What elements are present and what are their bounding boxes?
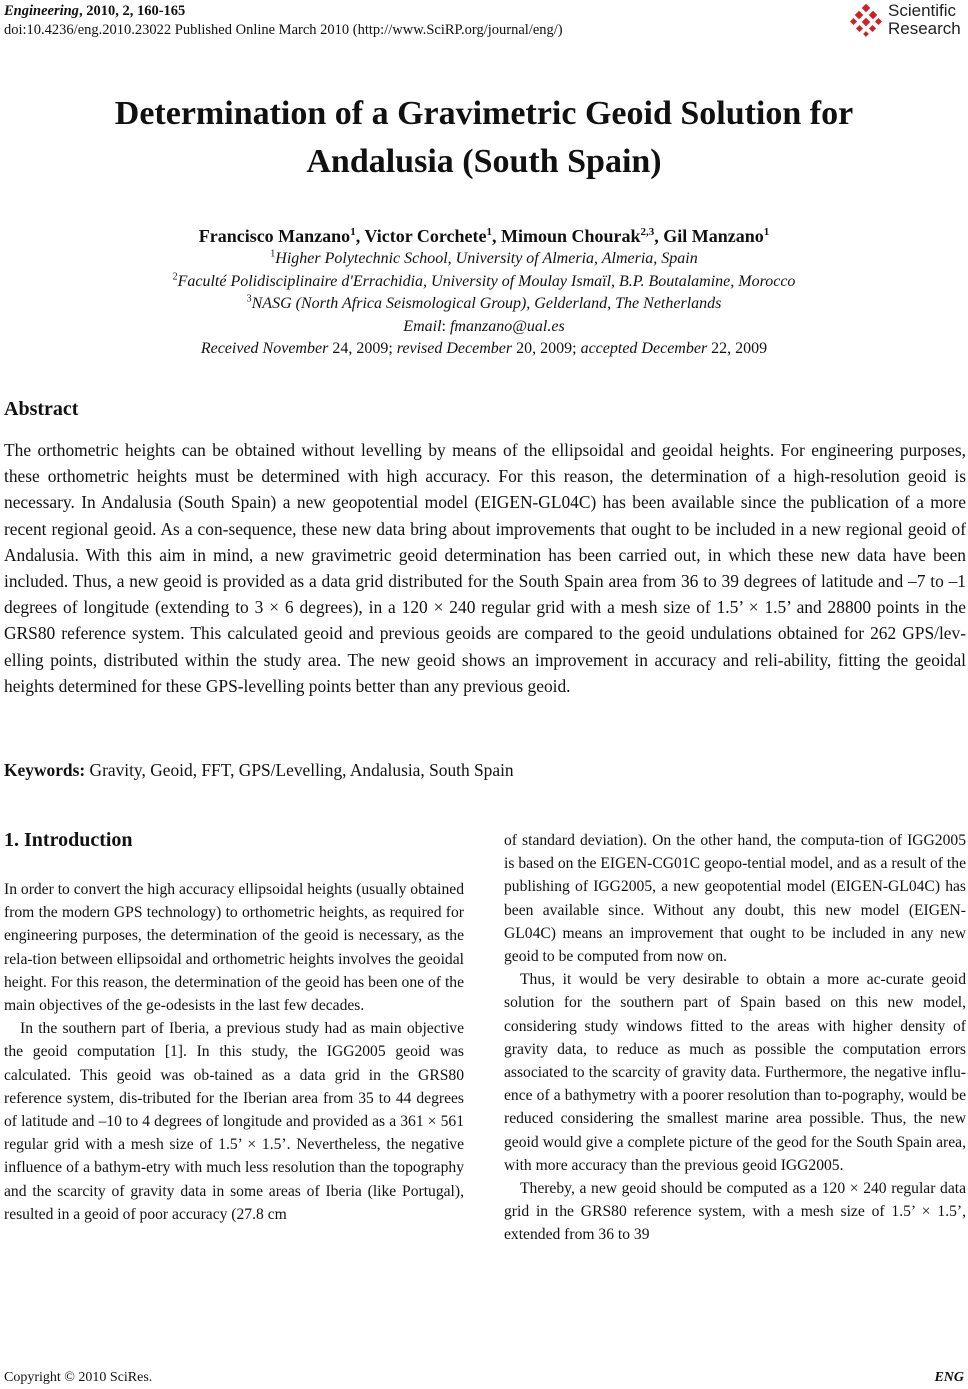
author-1: Francisco Manzano$^1$,	[198, 226, 365, 246]
logo-line-1: Scientific	[888, 1, 957, 20]
scirp-logo-icon	[850, 4, 884, 38]
abstract-heading: Abstract	[4, 398, 79, 420]
paragraph: of standard deviation). On the other hand, the computa-tion of IGG2005 is based on the EIGEN-CG01C geopo-tential model, and as a result of the publishing of IGG2005, a new geopotential model (EIGEN-GL04C) has been available since. Without any doubt, this new model (EIGEN-GL04C) means an improvement that ought to be included in any new geoid to be computed from now on.	[504, 832, 966, 966]
paragraph: In order to convert the high accuracy ellipsoidal heights (usually obtained from the modern GPS technology) to orthometric heights, as required for engineering purposes, the determination of the geoid is necessary, as the rela-tion between ellipsoidal and orthometric heights involves the geoidal height. For this reason, the determination of the geoid has been one of the main objectives of the ge-odesists in the last few decades.	[4, 881, 464, 1015]
dates-line: Received November 24, 2009; revised December 20, 2009; accepted December 22, 2009	[200, 340, 768, 357]
affiliation-3: $^3$NASG (North Africa Seismological Group), Gelderland, The Netherlands	[246, 293, 722, 312]
paragraph: Thus, it would be very desirable to obtain a more ac-curate geoid solution for the southern part of Spain based on this new model, considering study windows fitted to the areas with higher density of gravity data, to reduce as much as possible the computation errors associated to the scarcity of gravity data. Furthermore, the negative influ-ence of a bathymetry with a poorer resolution than to-pography, would be reduced considering the smallest marine area possible. Thus, the new geoid would give a complete picture of the geod for the South Spain area, with more accuracy than the previous geoid IGG2005.	[504, 971, 966, 1174]
paragraph: In the southern part of Iberia, a previous study had as main objective the geoid computation [1]. In this study, the IGG2005 geoid was calculated. This geoid was ob-tained as a data grid in the GRS80 reference system, dis-tributed for the Iberian area from 35 to 44 degrees of latitude and –10 to 4 degrees of longitude and provided as a 361 × 561 regular grid with a mesh size of 1.5’ × 1.5’. Nevertheless, the negative influence of a bathym-etry with much less resolution than the topography and the scarcity of gravity data in some areas of Iberia (like Portugal), resulted in a geoid of poor accuracy (27.8 cm	[4, 1020, 464, 1223]
left-column	[4, 878, 464, 1226]
running-header	[4, 2, 563, 40]
right-column	[504, 829, 966, 1247]
journal-abbreviation: ENG	[934, 1370, 964, 1385]
affiliations	[0, 248, 968, 361]
title-line-1: Determination of a Gravimetric Geoid Solution for	[114, 95, 854, 132]
citation-details: , 2010, 2, 160-165	[78, 3, 186, 19]
author-4: Gil Manzano$^1$	[663, 226, 770, 246]
email-address[interactable]: fmanzano@ual.es	[449, 317, 565, 335]
keywords-label: Keywords:	[4, 760, 86, 780]
paragraph: Thereby, a new geoid should be computed as a 120 × 240 regular data grid in the GRS80 reference system, with a mesh size of 1.5’ × 1.5’, extended from 36 to 39	[504, 1180, 966, 1244]
affiliation-1: $^1$Higher Polytechnic School, University of Almeria, Almeria, Spain	[270, 248, 698, 267]
author-list	[0, 224, 968, 248]
journal-name: Engineering	[4, 3, 79, 19]
paper-title	[0, 90, 968, 186]
abstract-text: The orthometric heights can be obtained without levelling by means of the ellipsoidal and geoidal heights. For engineering purposes, these orthometric heights must be determined with high accuracy. For this reason, the determination of a high-resolution geoid is necessary. In Andalusia (South Spain) a new geopotential model (EIGEN-GL04C) has been available since the publication of a more recent regional geoid. As a con-sequence, these new data bring about improvements that ought to be included in a new regional geoid of Andalusia. With this aim in mind, a new gravimetric geoid determination has been carried out, in which these new data have been included. Thus, a new geoid is provided as a data grid distributed for the South Spain area from 36 to 39 degrees of latitude and –7 to –1 degrees of longitude (extending to 3 × 6 degrees), in a 120 × 240 regular grid with a mesh size of 1.5’ × 1.5’ and 28800 points in the GRS80 reference system. This calculated geoid and previous geoids are compared to the geoid undulations obtained for 262 GPS/lev-elling points, distributed within the study area. The new geoid shows an improvement in accuracy and reli-ability, fitting the geoidal heights determined for these GPS-levelling points better than any previous geoid.	[4, 440, 966, 696]
page-footer	[4, 1369, 966, 1387]
email-line: Email: fmanzano@ual.es	[403, 317, 565, 335]
publisher-logo	[846, 0, 968, 44]
author-3: Mimoun Chourak$^{2,3}$,	[501, 226, 664, 246]
author-2: Victor Corchete$^1$,	[364, 226, 501, 246]
keywords-list: Gravity, Geoid, FFT, GPS/Levelling, Andalusia, South Spain	[85, 760, 514, 780]
doi-line: doi:10.4236/eng.2010.23022 Published Online March 2010 (http://www.SciRP.org/journal/eng/)	[4, 22, 563, 38]
logo-text	[888, 2, 961, 38]
section-heading-introduction: 1. Introduction	[4, 829, 133, 851]
copyright: Copyright © 2010 SciRes.	[4, 1370, 153, 1385]
keywords	[4, 757, 514, 783]
journal-citation	[4, 2, 563, 21]
affiliation-2: $^2$Faculté Polidisciplinaire d'Errachidia, University of Moulay Ismaïl, B.P. Boutalamine, Morocco	[172, 271, 796, 290]
title-line-2: Andalusia (South Spain)	[306, 143, 662, 180]
logo-line-2: Research	[888, 19, 961, 38]
